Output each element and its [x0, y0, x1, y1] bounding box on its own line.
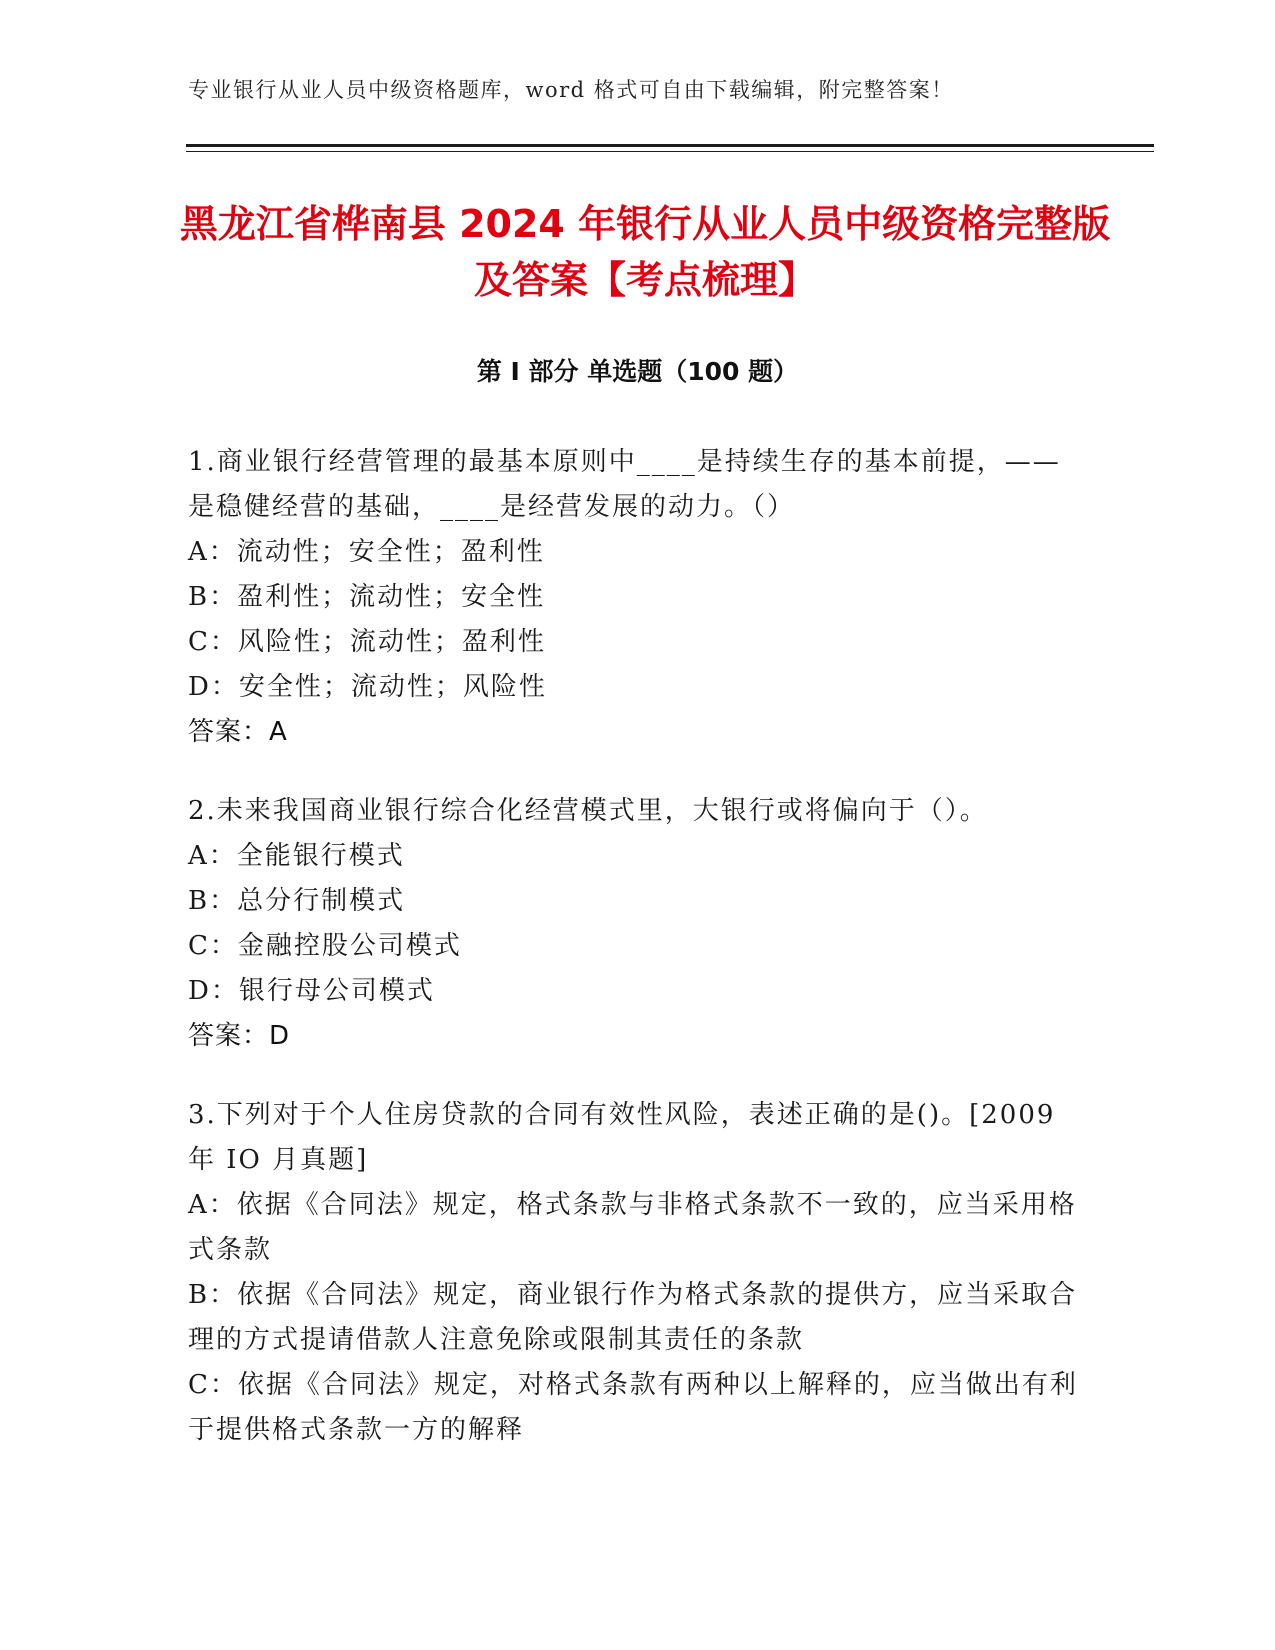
- header-divider: [186, 144, 1154, 147]
- header-note: 专业银行从业人员中级资格题库，word 格式可自由下载编辑，附完整答案！: [188, 78, 954, 102]
- header-divider-thin: [186, 151, 1154, 152]
- option-b: B：依据《合同法》规定，商业银行作为格式条款的提供方，应当采取合理的方式提请借款人注意免除或限制其责任的条款: [188, 1280, 1078, 1355]
- document-title: 黑龙江省桦南县 2024 年银行从业人员中级资格完整版及答案【考点梳理】: [179, 202, 1111, 302]
- option-d: D：安全性；流动性；风险性: [188, 672, 547, 702]
- answer: 答案：A: [188, 717, 288, 747]
- question-text: 3.下列对于个人住房贷款的合同有效性风险，表述正确的是()。[2009 年 IO 月真题]: [188, 1100, 1056, 1175]
- answer: 答案：D: [188, 1021, 291, 1051]
- question-3: [188, 1093, 1078, 1453]
- option-d: D：银行母公司模式: [188, 976, 435, 1006]
- question-text: 1.商业银行经营管理的最基本原则中____是持续生存的基本前提，——是稳健经营的基础，____是经营发展的动力。（）: [188, 447, 1061, 522]
- question-1: [188, 440, 1078, 755]
- option-a: A：全能银行模式: [188, 841, 405, 871]
- option-c: C：风险性；流动性；盈利性: [188, 627, 546, 657]
- option-b: B：盈利性；流动性；安全性: [188, 582, 546, 612]
- question-2: [188, 789, 1078, 1059]
- question-list: [188, 440, 1078, 1487]
- option-c: C：金融控股公司模式: [188, 931, 462, 961]
- question-text: 2.未来我国商业银行综合化经营模式里，大银行或将偏向于（）。: [188, 796, 988, 826]
- section-heading: 第 I 部分 单选题（100 题）: [476, 357, 799, 386]
- option-a: A：流动性；安全性；盈利性: [188, 537, 545, 567]
- option-b: B：总分行制模式: [188, 886, 406, 916]
- option-a: A：依据《合同法》规定，格式条款与非格式条款不一致的，应当采用格式条款: [188, 1190, 1077, 1265]
- option-c: C：依据《合同法》规定，对格式条款有两种以上解释的，应当做出有利于提供格式条款一方的解释: [188, 1370, 1078, 1445]
